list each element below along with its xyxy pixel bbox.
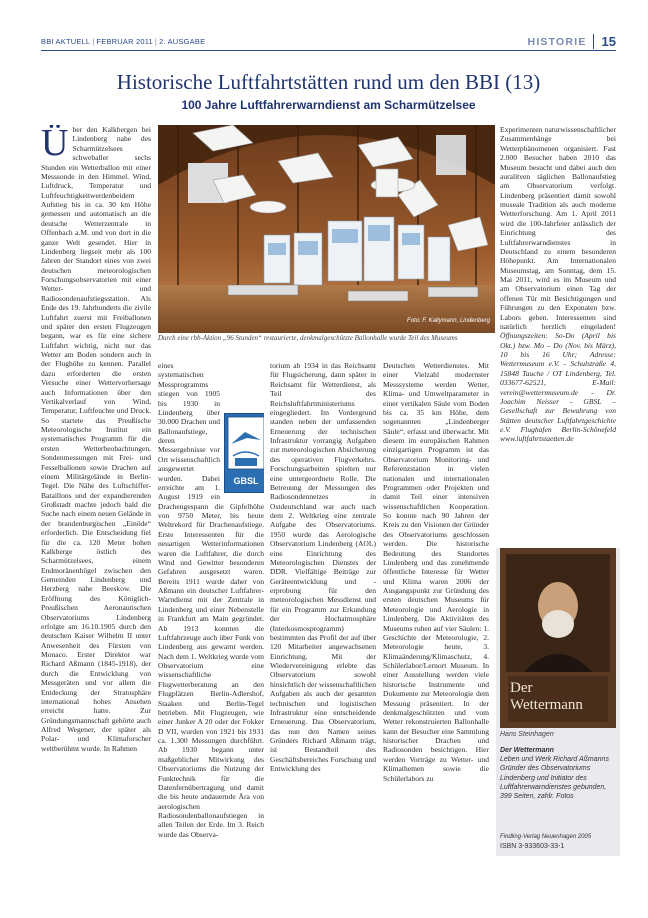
header-rule [41, 50, 616, 51]
article-subtitle: 100 Jahre Luftfahrerwarndienst am Scharmützelsee [181, 98, 476, 112]
text-column-5 [500, 125, 616, 545]
book-info-title: Der Wettermann [500, 747, 554, 754]
drop-cap: Ü [41, 125, 69, 164]
column-2-text: eines systematischen Messprogramms stiegen von 1905 bis 1930 in Lindenberg über 30.000 Drachen und Ballonaufstiege, deren Messergebnisse vor Ort wissenschaftlich ausgewertet wurden. Dabei erreichte am 1. August 1919 ein Drachengespann die Gipfelhöhe von 9750 Meter, bis heute Weltrekord für Drachenaufstiege. Erste Interessenten für die neuartigen Wetterinformationen waren die Luftfahrer, die durch Wind und Gewitter besonderen Gefahren ausgesetzt waren. Bereits 1911 wurde daher von Aßmann ein deutscher Luftfahrer-Warndienst mit der Zentrale in Lindenberg und einer Nebenstelle in Frankfurt am Main gegründet. Ab 1913 konnten die Luftfahrzeuge auch über Funk von Lindenberg aus gewarnt werden. Nach dem 1. Weltkrieg wurde vom Observatorium eine wissenschaftliche Flugwetterberatung an den Flugplätzen Berlin-Adlershof, Staaken und Berlin-Tegel betrieben. Mit Flugzeugen, wie einer Junker A 20 oder der Fokker D VII, wurden von 1921 bis 1931 ca. 1.300 Messungen durchführt. Ab 1930 begann unter maßgeblicher Mitwirkung des Observatoriums die Nutzung der Funktechnik für die Datenfernübertragung und damit die bis heute andauernde Ära von aerologischen Radiosondenballonaufstiegen in allen Teilen der Erde. Im 3. Reich wurde das Observa- [158, 361, 264, 839]
gbsl-logo-text: GBSL [233, 475, 259, 486]
section-name: HISTORIE [527, 35, 587, 48]
text-column-2 [158, 361, 264, 897]
column-4-text: Deutschen Wetterdienstes. Mit einer Vielzahl modernster Messsysteme werden Wetter, Klima- und Umweltparameter in einer vertikalen Säule vom Boden bis ca. 35 km Höhe, dem sogenannten „Lindenberger Säule“, erfasst und überwacht. Mit diesem im europäischen Rahmen einzigartigen Programm ist das Observatorium Monitoring- und Referenzstation in vielen nationalen und internationalen Programmen oder Projekten und damit Teil einer intensiven wissenschaftlichen Kooperation. So konnte nach 90 Jahren der Kreis zu den Visionen der Gründer des Observatoriums geschlossen werden. Die historische Bedeutung des Standortes Lindenberg und das zunehmende öffentliche Interesse für Wetter und Klima waren 2006 der Ausgangspunkt zur Gründung des ersten deutschen Museums für Meteorologie und Aerologie in Lindenberg. Die Aktivitäten des Museums ruhen auf vier Säulen: 1. Geschichte der Meteorologie, 2. Meteorologie heute, 3. Klimaänderung/Klimaschutz, 4. Schülerlabor/Lernort Museum. In einer Ausstellung werden viele historische Instrumente und Dokumente zur Meteorologie dem Messung präsentiert. In der denkmalgeschützten und vom Wetter rekonstruierten Ballonhalle kann der Besucher eine Sammlung historischer Drachen und Radiosonden besichtigen. Hier werden Vorträge zu Wetter- und Klimathemen sowie die Schülerlabors zu [383, 361, 489, 783]
ballon-hall-illustration [158, 125, 495, 333]
photo-credit: Foto: F. Kallymann, Lindenberg [407, 318, 490, 324]
publication-name: BBI AKTUELL [41, 37, 91, 46]
article-title: Historische Luftfahrtstätten rund um den BBI (13) [116, 70, 541, 94]
issue-edition: 2. AUSGABE [159, 37, 206, 46]
photo-caption: Durch eine rbb-Aktion „96 Stunden“ restaurierte, denkmalgeschützte Ballonhalle wurde Teil des Museums [158, 334, 458, 342]
issue-header: BBI AKTUELL | FEBRUAR 2011 | 2. AUSGABE [41, 37, 206, 46]
page-number: 15 [593, 34, 616, 49]
book-description [500, 746, 616, 801]
book-isbn: ISBN 3-933603-33-1 [500, 843, 565, 851]
book-info-text: Leben und Werk Richard Aßmanns Gründer des Observatoriums Lindenberg und Initiator des Luftfahrerwarndienstes gebunden, 399 Seiten, zahlr. Fotos [500, 756, 609, 801]
column-5-text: Experimenten naturwissenschaftlicher Zusammenhänge bei Wetterphänomenen organisiert. Fast 2.000 Besucher haben 2010 das Museum besucht und dabei auch den auralitven täglichen Ballonaufstieg am Observatorium verfolgt. Lindenberg präsentiert damit sowohl museale Tradition als auch moderne Wetterforschung. Am 1. April 2011 wird die 100-Jahrfeier anlässlich der Einrichtung des Luftfahrerwarndienstes in Deutschland zu einem besonderen Höhepunkt. Am Internationalen Museumstag, am Sonntag, dem 15. Mai 2011, wird es im Museum und am Observatorium einen Tag der offenen Tür mit Besichtigungen und Führungen zu den Exponaten bzw. Labors geben. Interessenten sind natürlich herzlich eingeladen! [500, 125, 616, 331]
text-column-3 [270, 361, 376, 897]
book-publisher: Findling-Verlag Neuenhagen 2005 [500, 834, 592, 840]
text-column-4 [383, 361, 489, 897]
issue-date: FEBRUAR 2011 [96, 37, 153, 46]
book-cover [500, 548, 616, 728]
gbsl-logo [224, 413, 264, 493]
book-author: Hans Steinhagen [500, 731, 554, 738]
column-1-text: ber den Kalkbergen bei Lindenberg nahe des Scharmützelsees schweballer sechs Stunden ein Wetterballon mit einer Messsonde in den Himmel. Wind, Luftdruck, Temperatur und Luftfeuchtigkeitwerdenbeidem Aufstieg bis in ca. 30 km Höhe gemessen und automatisch an die deutsche Wetterzentrale in Offenbach a.M. und von dort in die ganze Welt gesendet. Hier in Lindenberg liegseit mehr als 100 Jahren der Standort eines von zwei deutschen meteorologischen Forschungsobservatorien mit einer Wetter- und Radiosondenaufstiegsstation. Als Ende des 19. Jahrhunderts die zivile Luftfahrt zuerst mit Freiballonen und später den ersten Flugzeugen begann, war es für eine sichere Luftfahrt wichtig, nicht nur das Wetter am Boden sondern auch in der Flughöhe zu kennen. Parallel dazu erforderten die ersten Versuche einer Wettervorhersage auch Informationen über den Vertikalverlauf von Wind, Temperatur, Luftfeuchte und Druck. So startete das Preußische Meteorologische Institut ein systematisches Programm für die ersten Wetterbeobachtungen, Sondenmessungen mit Frei- und Fesselballonen sowie Drachen auf einem Militärgelände in Berlin-Tegel. Die Nähe des Luftschiffer-Bataillons und der expandierenden Großstadt machte jedoch bald die Suche nach einem neuen Gelände in der brandenburgischen „Einöde“ erforderlich. Die Entscheidung fiel für die ca. 120 Meter hohen Kalkberge östlich des Scharmützelsees, einem Endmoränenhügel zwischen den Gemeinden Lindenberg und Herzberg nahe Beeskow. Die Eröffnung des Königlich-Preußischen Aeronautischen Observatoriums Lindenberg erfolgte am 16.10.1905 durch den deutschen Kaiser Wilhelm II unter Anwesenheit des Fürsten von Monaco. Erster Direktor war Richard Aßmann (1845-1918), der durch die Entwicklung von Messgeräten und vor allem die Entdeckung der Stratosphäre international hohes Ansehen erreicht hatte. Zur Gründungsmannschaft gehörte auch Alfred Wegener, der später als Polar- und Klimaforscher weltberühmt wurde. In Rahmen [41, 125, 151, 753]
text-column-1 [41, 125, 151, 897]
museum-contact: Öffnungszeiten: So-Do (April bis Okt.) bzw. Mo – Do (Nov. bis März), 10 bis 16 Uhr; Adresse: Wettermuseum e.V. - Schulstraße 4, 15848 Tauche / OT Lindenberg, Tel. 033677-62521, E-Mail: verein@wettermuseum.de - Dr. Joachim Neisser - GBSL – Gesellschaft zur Bewahrung von Stätten deutscher Luftfahrtgeschichte e.V. Flughafen Berlin-Schönefeld www.luftfahrtstaetten.de [500, 331, 616, 444]
book-cover-title: Der Wettermann [510, 680, 583, 713]
museum-hall-photo [158, 125, 495, 333]
section-header [528, 33, 616, 51]
book-publication [500, 832, 616, 851]
column-3-text: torium ab 1934 in das Reichsamt für Flugsicherung, dann später in Reichsamt für Wetterdienst, als Teil des Reichsluftfahrtministeriums eingegliedert. Im Vordergrund standen neben der umfassenden Erneuerung der technischen Infrastruktur vorrangig Aufgaben zur meteorologischen Absicherung des operativen Flugverkehrs. Forschungsarbeiten spielten nur eine untergeordnete Rolle. Die Betreuung der Messungen des Radiosondennetzes in Ostdeutschland war auch nach dem 2. Weltkrieg eine zentrale Aufgabe des Observatoriums. 1950 wurde das Aerologische Observatorium Lindenberg (AOL) eine Einrichtung des Meteorologischen Dienstes der DDR. Vielfältige Beiträge zur Geräteentwicklung und -erprobung für den meteorologischen Messdienst und für ein Programm zur Erkundung der Hochatmosphäre (Interkosmosprogramm) bestimmten das Profil der auf über 120 Mitarbeiter angewachsenen Einrichtung. Mit der Wiedervereinigung erlebte das Observatorium sowohl hinsichtlich der wissenschaftlichen Aufgaben als auch der gesamten technischen und logistischen Infrastruktur eine entscheidende Erneuerung. Das Observatorium, das nun den Namen seines Gründers Richard Aßmann trägt, ist Bestandteil des Geschäftsbereiches Forschung und Entwicklung des [270, 361, 376, 774]
